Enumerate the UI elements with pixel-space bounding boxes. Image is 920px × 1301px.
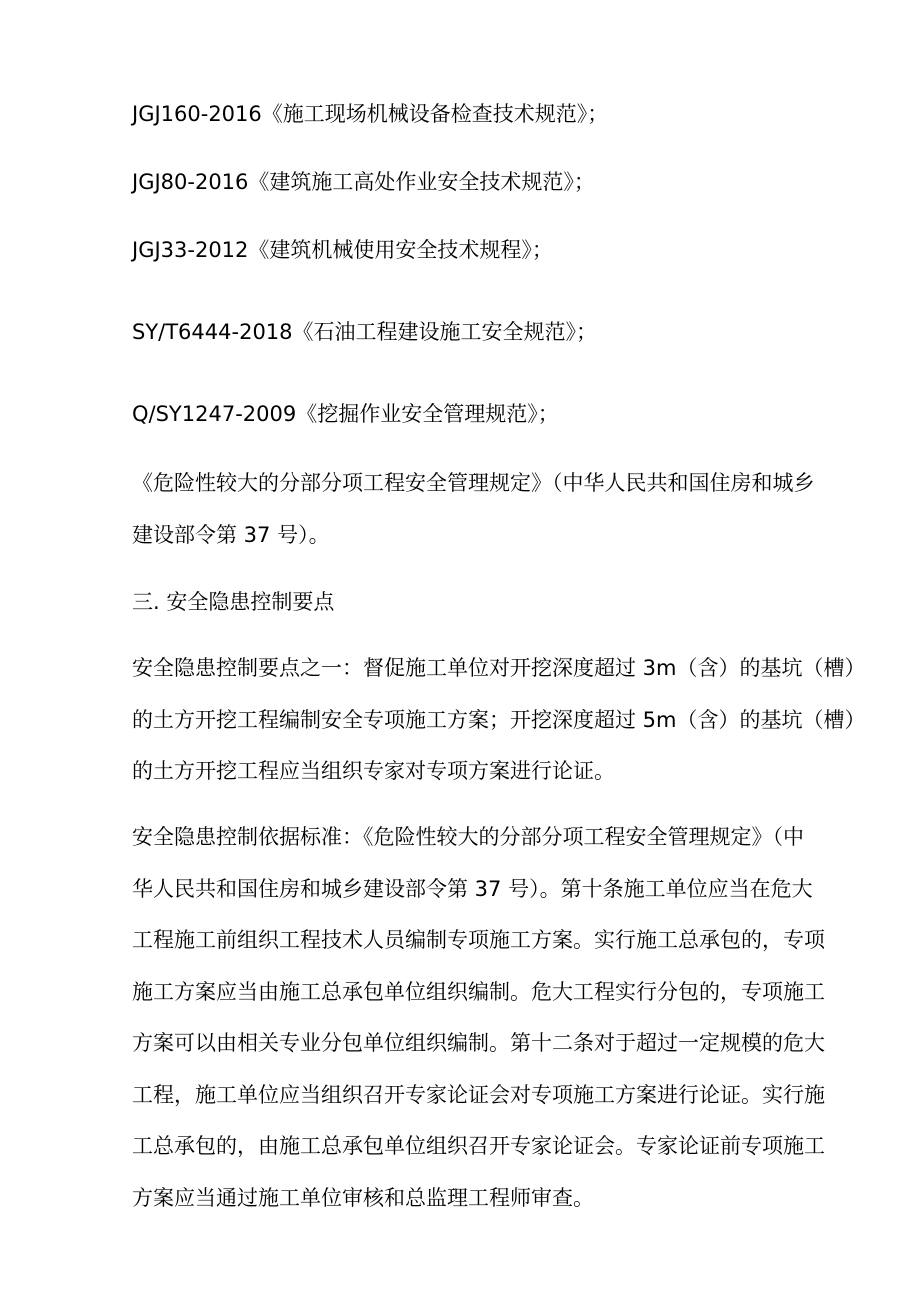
paragraph-line: 《危险性较大的分部分项工程安全管理规定》（中华人民共和国住房和城乡: [132, 471, 815, 495]
paragraph-line: 施工方案应当由施工总承包单位组织编制。危大工程实行分包的，专项施工: [132, 979, 825, 1004]
standard-item: SY/T6444-2018《石油工程建设施工安全规范》；: [132, 320, 598, 344]
paragraph-line: 工程，施工单位应当组织召开专家论证会对专项施工方案进行论证。实行施: [132, 1082, 825, 1107]
paragraph-line: 工程施工前组织工程技术人员编制专项施工方案。实行施工总承包的，专项: [132, 928, 825, 952]
paragraph-line: 的土方开挖工程应当组织专家对专项方案进行论证。: [132, 759, 615, 783]
paragraph-line: 工总承包的，由施工总承包单位组织召开专家论证会。专家论证前专项施工: [132, 1134, 825, 1158]
standard-item: JGJ80-2016《建筑施工高处作业安全技术规范》；: [132, 170, 595, 194]
standard-item: JGJ160-2016《施工现场机械设备检查技术规范》；: [132, 102, 609, 126]
paragraph-line: 的土方开挖工程编制安全专项施工方案；开挖深度超过 5m（含）的基坑（槽）: [132, 707, 866, 732]
paragraph-line: 方案应当通过施工单位审核和总监理工程师审查。: [132, 1185, 594, 1210]
paragraph-line: 安全隐患控制要点之一：督促施工单位对开挖深度超过 3m（含）的基坑（槽）: [132, 656, 866, 680]
paragraph-line: 方案可以由相关专业分包单位组织编制。第十二条对于超过一定规模的危大: [132, 1031, 825, 1055]
paragraph-line: 华人民共和国住房和城乡建设部令第 37 号）。第十条施工单位应当在危大: [132, 876, 813, 901]
section-heading: 三. 安全隐患控制要点: [132, 590, 335, 614]
basis-standard-paragraph: [132, 812, 825, 1224]
control-point-paragraph: [132, 643, 866, 798]
standard-item: JGJ33-2012《建筑机械使用安全技术规程》；: [132, 238, 553, 262]
paragraph-line: 安全隐患控制依据标准：《危险性较大的分部分项工程安全管理规定》（中: [132, 825, 804, 849]
regulation-paragraph: [132, 458, 815, 561]
standard-item: Q/SY1247-2009《挖掘作业安全管理规范》；: [132, 402, 559, 426]
paragraph-line: 建设部令第 37 号）。: [132, 522, 330, 547]
